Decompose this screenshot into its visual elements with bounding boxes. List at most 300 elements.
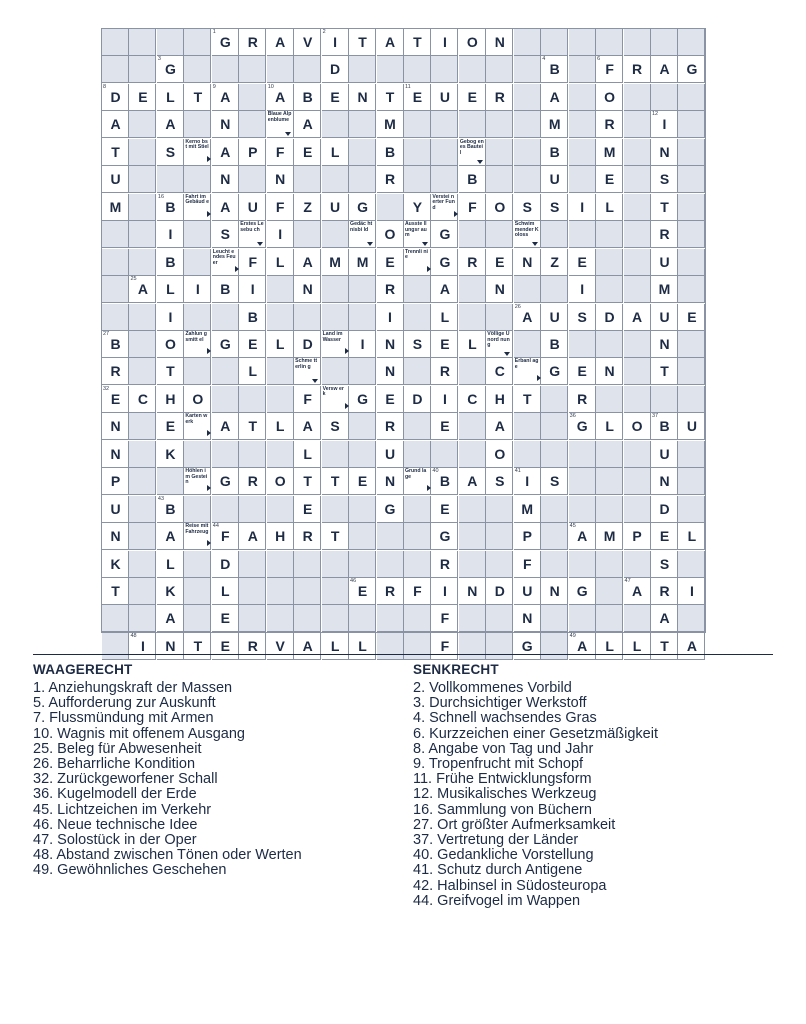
letter-cell[interactable] [486, 468, 513, 495]
letter-cell[interactable] [239, 139, 266, 166]
letter-cell[interactable] [377, 413, 404, 440]
letter-cell[interactable] [157, 496, 184, 523]
letter-cell[interactable] [377, 468, 404, 495]
letter-cell[interactable] [431, 468, 458, 495]
letter-cell[interactable] [514, 194, 541, 221]
letter-cell[interactable] [569, 304, 596, 331]
letter-cell[interactable] [404, 331, 431, 358]
letter-cell[interactable] [459, 166, 486, 193]
letter-cell[interactable] [267, 166, 294, 193]
cell-letter: A [110, 116, 121, 133]
letter-cell[interactable] [624, 304, 651, 331]
letter-cell[interactable] [294, 194, 321, 221]
letter-cell[interactable] [239, 633, 266, 660]
letter-cell[interactable] [514, 633, 541, 660]
letter-cell[interactable] [541, 304, 568, 331]
letter-cell[interactable] [651, 413, 678, 440]
letter-cell[interactable] [459, 249, 486, 276]
letter-cell[interactable] [267, 468, 294, 495]
letter-cell[interactable] [678, 56, 705, 83]
blocked-cell [349, 166, 376, 193]
letter-cell[interactable] [157, 221, 184, 248]
letter-cell[interactable] [651, 441, 678, 468]
letter-cell[interactable] [431, 276, 458, 303]
letter-cell[interactable] [212, 605, 239, 632]
letter-cell[interactable] [541, 358, 568, 385]
letter-cell[interactable] [239, 249, 266, 276]
letter-cell[interactable] [212, 468, 239, 495]
letter-cell[interactable] [377, 84, 404, 111]
letter-cell[interactable] [596, 194, 623, 221]
cell-letter: E [604, 171, 615, 188]
letter-cell[interactable] [212, 29, 239, 56]
letter-cell[interactable] [514, 249, 541, 276]
letter-cell[interactable] [294, 413, 321, 440]
letter-cell[interactable] [596, 111, 623, 138]
letter-cell[interactable] [431, 249, 458, 276]
letter-cell[interactable] [431, 605, 458, 632]
letter-cell[interactable] [377, 386, 404, 413]
cell-letter: F [522, 555, 532, 572]
cell-letter: B [439, 473, 450, 490]
letter-cell[interactable] [157, 111, 184, 138]
letter-cell[interactable] [596, 56, 623, 83]
letter-cell[interactable] [651, 194, 678, 221]
letter-cell[interactable] [541, 84, 568, 111]
letter-cell[interactable] [157, 441, 184, 468]
arrow-right-icon [207, 485, 211, 491]
letter-cell[interactable] [514, 468, 541, 495]
letter-cell[interactable] [541, 56, 568, 83]
letter-cell[interactable] [349, 84, 376, 111]
letter-cell[interactable] [514, 386, 541, 413]
letter-cell[interactable] [486, 578, 513, 605]
letter-cell[interactable] [596, 84, 623, 111]
letter-cell[interactable] [239, 276, 266, 303]
letter-cell[interactable] [431, 221, 458, 248]
letter-cell[interactable] [377, 276, 404, 303]
cell-letter: A [165, 528, 176, 545]
cell-letter: C [467, 390, 478, 407]
letter-cell[interactable] [486, 249, 513, 276]
letter-cell[interactable] [157, 276, 184, 303]
letter-cell[interactable] [294, 468, 321, 495]
letter-cell[interactable] [624, 578, 651, 605]
letter-cell[interactable] [377, 578, 404, 605]
letter-cell[interactable] [541, 249, 568, 276]
letter-cell[interactable] [431, 413, 458, 440]
letter-cell[interactable] [102, 84, 129, 111]
letter-cell[interactable] [294, 111, 321, 138]
letter-cell[interactable] [294, 496, 321, 523]
letter-cell[interactable] [322, 633, 349, 660]
letter-cell[interactable] [239, 331, 266, 358]
letter-cell[interactable] [486, 441, 513, 468]
letter-cell[interactable] [212, 633, 239, 660]
letter-cell[interactable] [431, 496, 458, 523]
letter-cell[interactable] [678, 633, 705, 660]
clue-cell-text: Kerno bst mit Stiel [185, 138, 209, 151]
letter-cell[interactable] [239, 413, 266, 440]
letter-cell[interactable] [651, 166, 678, 193]
letter-cell[interactable] [377, 249, 404, 276]
letter-cell[interactable] [486, 358, 513, 385]
letter-cell[interactable] [431, 578, 458, 605]
letter-cell[interactable] [541, 166, 568, 193]
letter-cell[interactable] [596, 413, 623, 440]
letter-cell[interactable] [541, 578, 568, 605]
letter-cell[interactable] [624, 523, 651, 550]
letter-cell[interactable] [514, 304, 541, 331]
letter-cell[interactable] [651, 56, 678, 83]
letter-cell[interactable] [349, 249, 376, 276]
cell-letter: L [605, 637, 614, 654]
letter-cell[interactable] [184, 633, 211, 660]
letter-cell[interactable] [102, 523, 129, 550]
clue-cell-text: Schme tterlin g [295, 358, 318, 370]
letter-cell[interactable] [267, 84, 294, 111]
letter-cell[interactable] [322, 29, 349, 56]
letter-cell[interactable] [322, 413, 349, 440]
letter-cell[interactable] [212, 331, 239, 358]
letter-cell[interactable] [349, 578, 376, 605]
letter-cell[interactable] [459, 386, 486, 413]
letter-cell[interactable] [212, 139, 239, 166]
letter-cell[interactable] [431, 386, 458, 413]
letter-cell[interactable] [486, 276, 513, 303]
letter-cell[interactable] [267, 331, 294, 358]
letter-cell[interactable] [349, 468, 376, 495]
letter-cell[interactable] [651, 139, 678, 166]
letter-cell[interactable] [514, 496, 541, 523]
across-clue: 7. Flussmündung mit Armen [33, 710, 214, 727]
letter-cell[interactable] [157, 386, 184, 413]
cell-letter: D [604, 308, 615, 325]
letter-cell[interactable] [377, 358, 404, 385]
letter-cell[interactable] [267, 29, 294, 56]
letter-cell[interactable] [486, 386, 513, 413]
letter-cell[interactable] [651, 605, 678, 632]
letter-cell[interactable] [102, 139, 129, 166]
letter-cell[interactable] [569, 633, 596, 660]
letter-cell[interactable] [404, 84, 431, 111]
letter-cell[interactable] [431, 523, 458, 550]
letter-cell[interactable] [377, 111, 404, 138]
letter-cell[interactable] [377, 139, 404, 166]
letter-cell[interactable] [569, 523, 596, 550]
letter-cell[interactable] [129, 84, 156, 111]
letter-cell[interactable] [678, 578, 705, 605]
cell-letter: I [442, 583, 447, 599]
letter-cell[interactable] [596, 358, 623, 385]
letter-cell[interactable] [239, 194, 266, 221]
letter-cell[interactable] [678, 413, 705, 440]
cell-letter: T [660, 637, 669, 654]
clue-cell-text: Gebog enes Bauteil [459, 138, 484, 156]
letter-cell[interactable] [596, 523, 623, 550]
letter-cell[interactable] [349, 194, 376, 221]
letter-cell[interactable] [294, 276, 321, 303]
letter-cell[interactable] [294, 523, 321, 550]
letter-cell[interactable] [157, 578, 184, 605]
letter-cell[interactable] [486, 29, 513, 56]
letter-cell[interactable] [349, 386, 376, 413]
letter-cell[interactable] [624, 56, 651, 83]
letter-cell[interactable] [294, 139, 321, 166]
letter-cell[interactable] [651, 523, 678, 550]
letter-cell[interactable] [157, 139, 184, 166]
letter-cell[interactable] [322, 523, 349, 550]
arrow-right-icon [427, 485, 431, 491]
letter-cell[interactable] [157, 56, 184, 83]
letter-cell[interactable] [212, 111, 239, 138]
letter-cell[interactable] [239, 468, 266, 495]
letter-cell[interactable] [377, 331, 404, 358]
letter-cell[interactable] [157, 249, 184, 276]
letter-cell[interactable] [157, 304, 184, 331]
letter-cell[interactable] [102, 331, 129, 358]
letter-cell[interactable] [651, 111, 678, 138]
letter-cell[interactable] [596, 633, 623, 660]
letter-cell[interactable] [129, 386, 156, 413]
letter-cell[interactable] [486, 84, 513, 111]
letter-cell[interactable] [157, 194, 184, 221]
letter-cell[interactable] [431, 29, 458, 56]
blocked-cell [102, 221, 129, 248]
letter-cell[interactable] [212, 84, 239, 111]
letter-cell[interactable] [267, 413, 294, 440]
cell-letter: R [659, 226, 670, 243]
letter-cell[interactable] [102, 496, 129, 523]
letter-cell[interactable] [651, 221, 678, 248]
cell-letter: N [467, 583, 478, 599]
blocked-cell [129, 331, 156, 358]
letter-cell[interactable] [239, 523, 266, 550]
letter-cell[interactable] [596, 166, 623, 193]
letter-cell[interactable] [239, 29, 266, 56]
letter-cell[interactable] [541, 111, 568, 138]
letter-cell[interactable] [541, 139, 568, 166]
letter-cell[interactable] [459, 331, 486, 358]
letter-cell[interactable] [102, 413, 129, 440]
clue-cell-text: Leucht endes Feuer [212, 248, 236, 266]
blocked-cell [129, 194, 156, 221]
cell-letter: S [522, 198, 532, 215]
down-clue: 41. Schutz durch Antigene [413, 862, 583, 879]
letter-cell[interactable] [157, 84, 184, 111]
letter-cell[interactable] [377, 441, 404, 468]
letter-cell[interactable] [514, 551, 541, 578]
letter-cell[interactable] [212, 194, 239, 221]
letter-cell[interactable] [541, 331, 568, 358]
letter-cell[interactable] [294, 331, 321, 358]
letter-cell[interactable] [596, 139, 623, 166]
letter-cell[interactable] [157, 413, 184, 440]
down-clue: 12. Musikalisches Werkzeug [413, 786, 597, 803]
letter-cell[interactable] [129, 633, 156, 660]
letter-cell[interactable] [514, 578, 541, 605]
letter-cell[interactable] [239, 358, 266, 385]
letter-cell[interactable] [322, 139, 349, 166]
letter-cell[interactable] [102, 358, 129, 385]
letter-cell[interactable] [651, 331, 678, 358]
letter-cell[interactable] [459, 578, 486, 605]
letter-cell[interactable] [157, 331, 184, 358]
letter-cell[interactable] [377, 221, 404, 248]
letter-cell[interactable] [267, 523, 294, 550]
letter-cell[interactable] [294, 441, 321, 468]
letter-cell[interactable] [267, 221, 294, 248]
letter-cell[interactable] [212, 413, 239, 440]
blocked-cell [596, 551, 623, 578]
blocked-cell [349, 551, 376, 578]
letter-cell[interactable] [157, 605, 184, 632]
letter-cell[interactable] [569, 413, 596, 440]
letter-cell[interactable] [212, 523, 239, 550]
letter-cell[interactable] [569, 358, 596, 385]
letter-cell[interactable] [651, 304, 678, 331]
letter-cell[interactable] [431, 84, 458, 111]
cell-letter: B [110, 335, 121, 352]
letter-cell[interactable] [322, 56, 349, 83]
cell-letter: R [247, 637, 258, 654]
letter-cell[interactable] [157, 633, 184, 660]
letter-cell[interactable] [459, 468, 486, 495]
letter-cell[interactable] [212, 221, 239, 248]
blocked-cell [184, 221, 211, 248]
down-clue: 27. Ort größter Aufmerksamkeit [413, 816, 616, 833]
letter-cell[interactable] [212, 276, 239, 303]
letter-cell[interactable] [404, 578, 431, 605]
letter-cell[interactable] [322, 468, 349, 495]
letter-cell[interactable] [459, 29, 486, 56]
letter-cell[interactable] [212, 578, 239, 605]
letter-cell[interactable] [102, 578, 129, 605]
blocked-cell [596, 249, 623, 276]
blocked-cell [514, 139, 541, 166]
cell-letter: N [659, 473, 670, 490]
letter-cell[interactable] [322, 194, 349, 221]
letter-cell[interactable] [486, 194, 513, 221]
letter-cell[interactable] [569, 386, 596, 413]
letter-cell[interactable] [404, 386, 431, 413]
letter-cell[interactable] [596, 304, 623, 331]
letter-cell[interactable] [651, 633, 678, 660]
cell-letter: A [165, 610, 176, 627]
letter-cell[interactable] [377, 29, 404, 56]
letter-cell[interactable] [184, 276, 211, 303]
letter-cell[interactable] [431, 551, 458, 578]
down-title: SENKRECHT [413, 662, 499, 677]
letter-cell[interactable] [624, 413, 651, 440]
letter-cell[interactable] [514, 523, 541, 550]
letter-cell[interactable] [157, 551, 184, 578]
cell-letter: F [221, 528, 230, 545]
blocked-cell [102, 633, 129, 660]
letter-cell[interactable] [651, 358, 678, 385]
letter-cell[interactable] [459, 84, 486, 111]
blocked-cell [184, 496, 211, 523]
letter-cell[interactable] [431, 331, 458, 358]
letter-cell[interactable] [651, 551, 678, 578]
letter-cell[interactable] [678, 523, 705, 550]
letter-cell[interactable] [377, 496, 404, 523]
clue-cell [431, 194, 458, 221]
letter-cell[interactable] [294, 249, 321, 276]
letter-cell[interactable] [294, 84, 321, 111]
letter-cell[interactable] [486, 413, 513, 440]
letter-cell[interactable] [404, 194, 431, 221]
letter-cell[interactable] [377, 166, 404, 193]
letter-cell[interactable] [569, 194, 596, 221]
letter-cell[interactable] [294, 29, 321, 56]
letter-cell[interactable] [184, 84, 211, 111]
letter-cell[interactable] [569, 578, 596, 605]
clue-cell-text: Reise mit Fahrzeug [185, 523, 209, 535]
down-clue: 3. Durchsichtiger Werkstoff [413, 695, 587, 712]
letter-cell[interactable] [294, 386, 321, 413]
letter-cell[interactable] [349, 331, 376, 358]
letter-cell[interactable] [102, 468, 129, 495]
letter-cell[interactable] [212, 551, 239, 578]
letter-cell[interactable] [541, 194, 568, 221]
letter-cell[interactable] [349, 29, 376, 56]
blocked-cell [459, 413, 486, 440]
letter-cell[interactable] [129, 276, 156, 303]
letter-cell[interactable] [102, 441, 129, 468]
letter-cell[interactable] [651, 276, 678, 303]
letter-cell[interactable] [404, 29, 431, 56]
letter-cell[interactable] [294, 633, 321, 660]
letter-cell[interactable] [322, 84, 349, 111]
letter-cell[interactable] [569, 276, 596, 303]
letter-cell[interactable] [459, 194, 486, 221]
letter-cell[interactable] [541, 468, 568, 495]
letter-cell[interactable] [267, 633, 294, 660]
letter-cell[interactable] [102, 386, 129, 413]
letter-cell[interactable] [239, 304, 266, 331]
letter-cell[interactable] [102, 551, 129, 578]
letter-cell[interactable] [102, 194, 129, 221]
letter-cell[interactable] [267, 139, 294, 166]
letter-cell[interactable] [514, 605, 541, 632]
letter-cell[interactable] [267, 194, 294, 221]
letter-cell[interactable] [377, 304, 404, 331]
letter-cell[interactable] [651, 249, 678, 276]
letter-cell[interactable] [102, 166, 129, 193]
letter-cell[interactable] [431, 633, 458, 660]
letter-cell[interactable] [651, 468, 678, 495]
blocked-cell [322, 578, 349, 605]
letter-cell[interactable] [431, 304, 458, 331]
letter-cell[interactable] [157, 358, 184, 385]
letter-cell[interactable] [322, 249, 349, 276]
letter-cell[interactable] [431, 358, 458, 385]
letter-cell[interactable] [678, 304, 705, 331]
letter-cell[interactable] [184, 386, 211, 413]
letter-cell[interactable] [267, 249, 294, 276]
letter-cell[interactable] [212, 166, 239, 193]
letter-cell[interactable] [349, 633, 376, 660]
letter-cell[interactable] [157, 523, 184, 550]
letter-cell[interactable] [651, 578, 678, 605]
cell-letter: E [577, 363, 587, 380]
letter-cell[interactable] [102, 111, 129, 138]
letter-cell[interactable] [569, 249, 596, 276]
down-clue: 16. Sammlung von Büchern [413, 801, 592, 818]
letter-cell[interactable] [651, 496, 678, 523]
letter-cell[interactable] [624, 633, 651, 660]
